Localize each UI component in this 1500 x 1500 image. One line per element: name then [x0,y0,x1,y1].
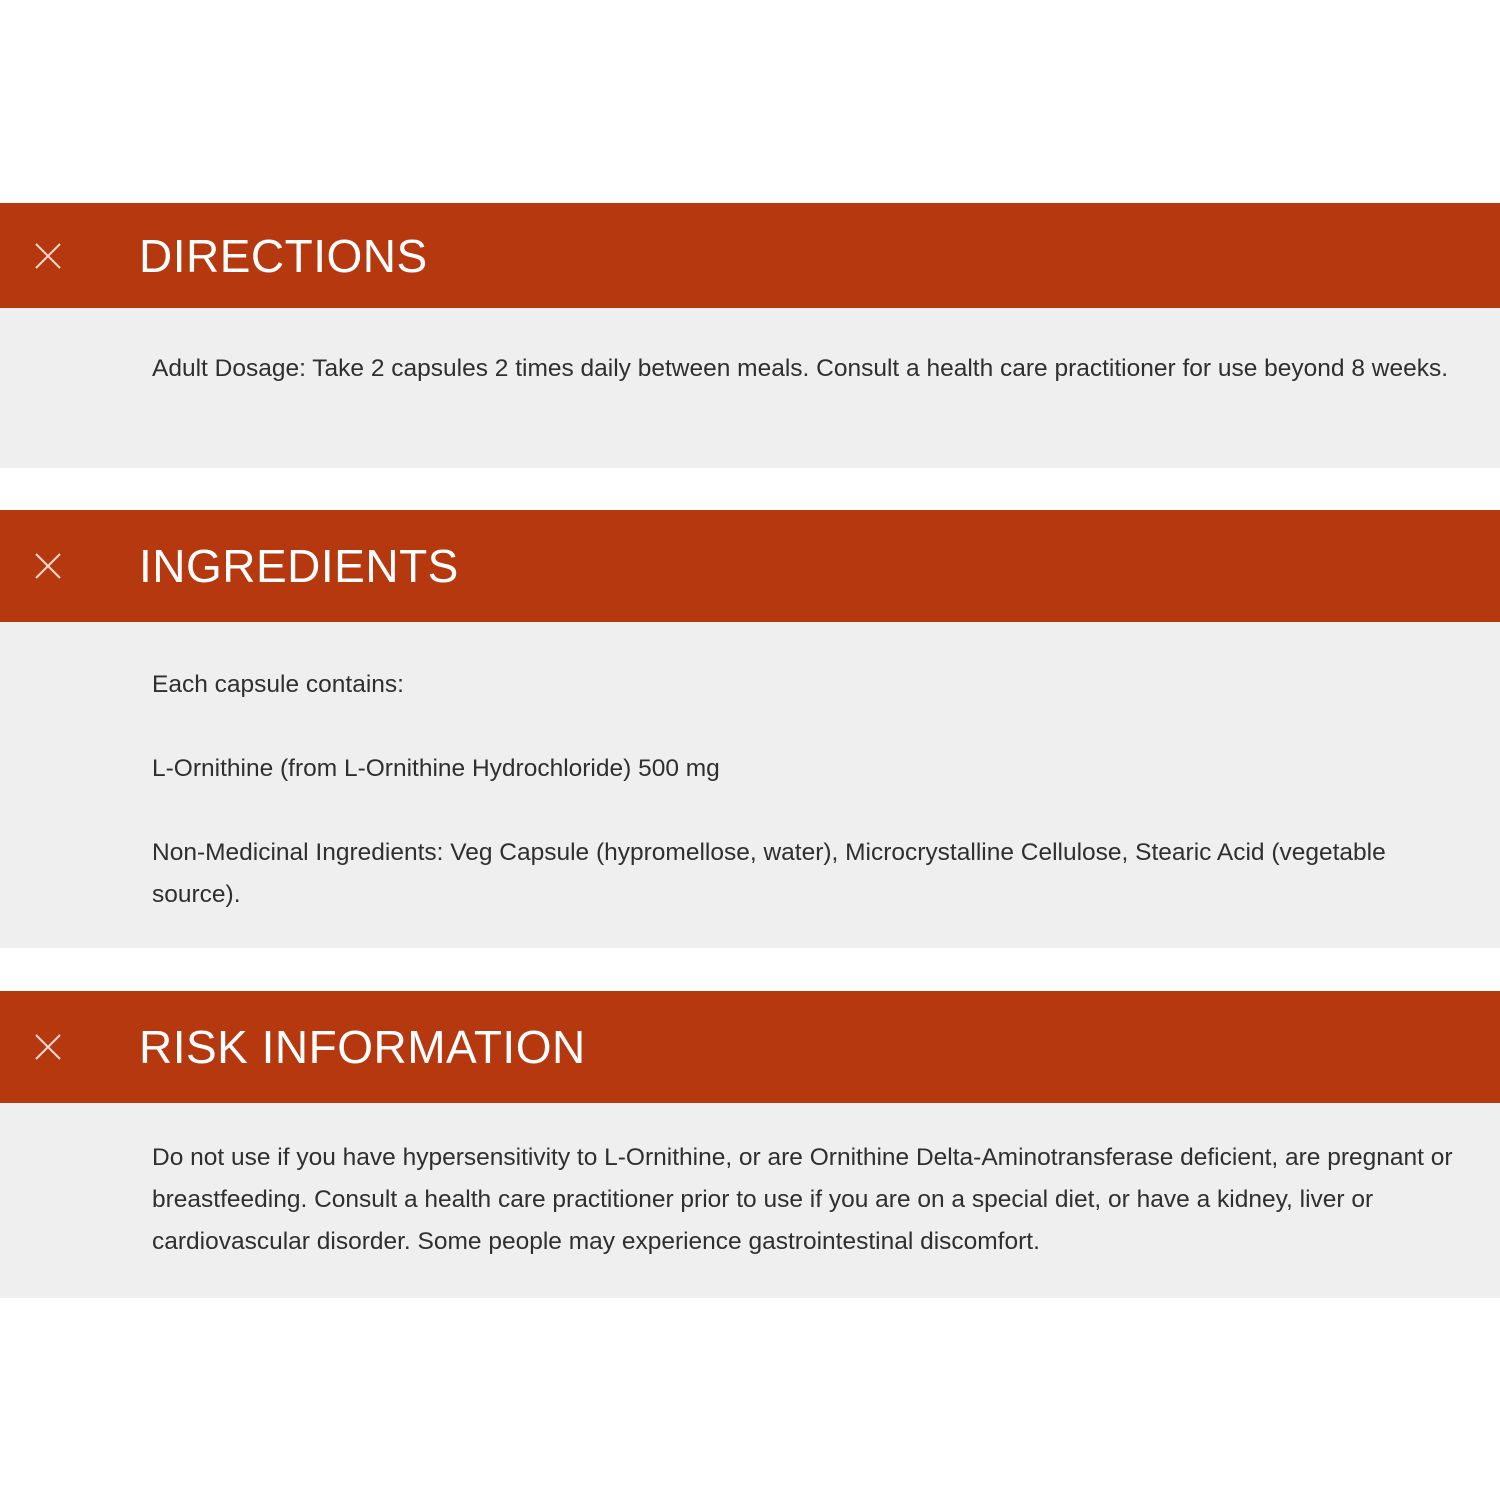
directions-title: DIRECTIONS [139,229,428,282]
risk-title: RISK INFORMATION [139,1021,586,1073]
directions-header[interactable] [0,203,1500,308]
ingredients-body [0,622,1500,948]
ingredients-non-medicinal: Non-Medicinal Ingredients: Veg Capsule (hypromellose, water), Microcrystalline Cellulose, Stearic Acid (vegetable source). [152,839,1386,908]
ingredients-active: L-Ornithine (from L-Ornithine Hydrochloride) 500 mg [152,755,720,782]
risk-section [0,991,1500,1298]
risk-body [0,1103,1500,1298]
risk-header[interactable] [0,991,1500,1103]
directions-body [0,308,1500,468]
directions-text: Adult Dosage: Take 2 capsules 2 times daily between meals. Consult a health care practitioner for use beyond 8 weeks. [152,355,1449,382]
ingredients-header[interactable] [0,510,1500,622]
ingredients-intro: Each capsule contains: [152,671,404,698]
ingredients-section [0,510,1500,948]
close-icon[interactable] [32,550,64,582]
risk-text: Do not use if you have hypersensitivity to L-Ornithine, or are Ornithine Delta-Aminotransferase deficient, are pregnant or breastfeeding. Consult a health care practitioner prior to use if you are on a special diet, or have a kidney, liver or cardiovascular disorder. Some people may experience gastrointestinal discomfort. [152,1144,1453,1255]
close-icon[interactable] [32,1031,64,1063]
close-icon[interactable] [32,240,64,272]
directions-section [0,203,1500,468]
ingredients-title: INGREDIENTS [139,540,459,592]
